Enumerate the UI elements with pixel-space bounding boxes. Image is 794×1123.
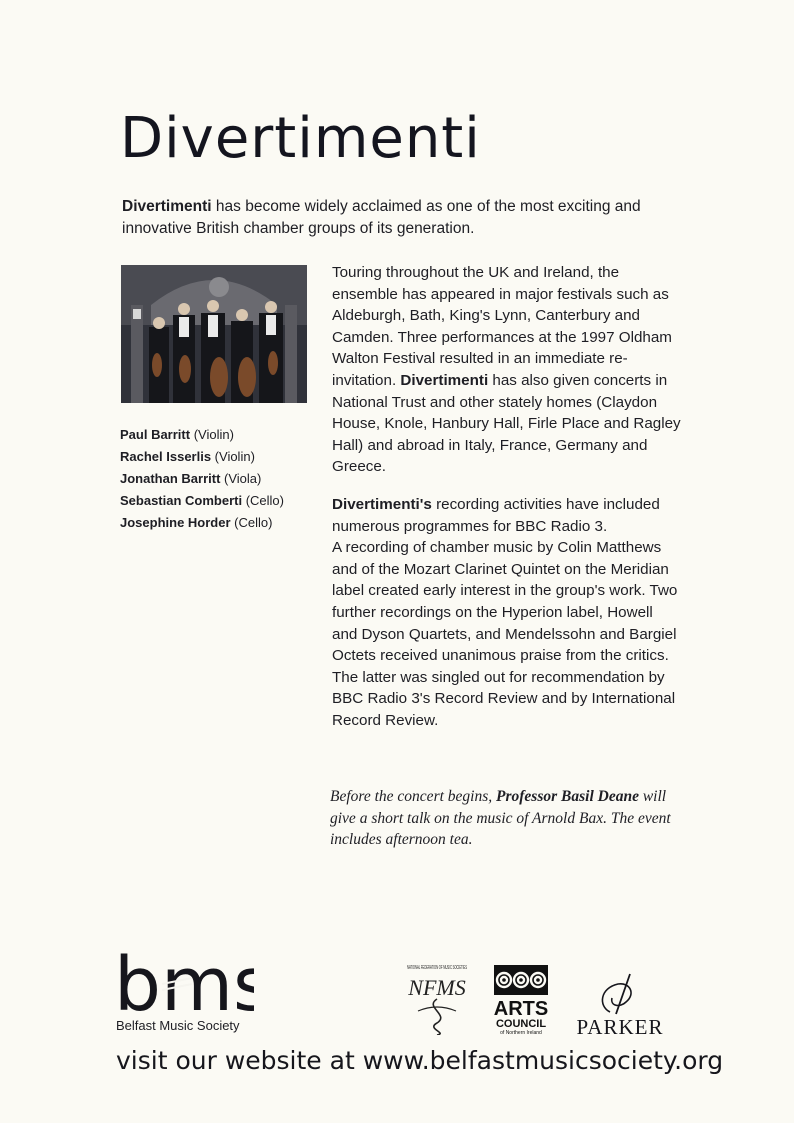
parker-logo: [570, 970, 670, 1040]
touring-ensemble-name: Divertimenti: [400, 371, 489, 389]
member-item: [120, 424, 320, 446]
nfms-logo-text: NFMS: [408, 975, 466, 1000]
member-name: Paul Barritt: [120, 427, 191, 442]
recording-text: recording activities have included numerous programmes for BBC Radio 3.: [332, 495, 660, 535]
member-instrument: (Viola): [220, 471, 262, 486]
member-name: Jonathan Barritt: [120, 471, 221, 486]
bms-logo-text: bms: [114, 944, 254, 1014]
member-instrument: (Violin): [211, 449, 255, 464]
northern-ireland-text: of Northern Ireland: [500, 1030, 542, 1035]
member-instrument: (Cello): [242, 493, 284, 508]
pre-concert-note: [330, 786, 690, 851]
ensemble-photo: [121, 265, 307, 403]
member-item: [120, 468, 320, 490]
arts-council-logo: [492, 965, 550, 1035]
member-instrument: (Violin): [190, 427, 234, 442]
speaker-name: Professor Basil Deane: [496, 788, 639, 805]
recording-paragraph: [332, 494, 682, 537]
recordings-detail-paragraph: A recording of chamber music by Colin Matthews and of the Mozart Clarinet Quintet on the Meridian label created early interest in the group's work. Two further recordings on the Hyperion label, Howell and Dyson Quartets, and Mendelssohn and Bargiel Octets received unanimous praise from the critics. The latter was singled out for recommendation by BBC Radio 3's Record Review and by International Record Review.: [332, 539, 678, 729]
member-item: [120, 490, 320, 512]
intro-paragraph: [122, 196, 682, 240]
page-title: Divertimenti: [120, 106, 481, 171]
nfms-top-text: NATIONAL FEDERATION OF MUSIC SOCIETIES: [407, 965, 468, 971]
member-item: [120, 446, 320, 468]
parker-text: PARKER: [576, 1015, 664, 1039]
member-name: Rachel Isserlis: [120, 449, 212, 464]
note-text: Before the concert begins,: [330, 788, 496, 805]
intro-text: has become widely acclaimed as one of the most exciting and innovative British chamber groups of its generation.: [122, 198, 641, 237]
bms-name: Belfast Music Society: [116, 1018, 240, 1033]
member-instrument: (Cello): [230, 515, 273, 530]
intro-ensemble-name: Divertimenti: [122, 198, 212, 215]
member-name: Sebastian Comberti: [120, 493, 243, 508]
member-name: Josephine Horder: [120, 515, 231, 530]
touring-text: Touring throughout the UK and Ireland, the ensemble has appeared in major festivals such as Aldeburgh, Bath, King's Lynn, Canterbury and Camden. Three performances at the 1997 Oldham Walton Festival resulted in an immediate re-invitation.: [332, 264, 672, 389]
recording-ensemble-name: Divertimenti's: [332, 495, 432, 513]
member-list: [120, 424, 320, 534]
body-text: [332, 262, 682, 731]
touring-text-cont: has also given concerts in National Trust and other stately homes (Claydon House, Knole, Hanbury Hall, Firle Place and Ragley Hall) and abroad in Italy, France, Germany and Greece.: [332, 371, 681, 476]
member-item: [120, 512, 320, 534]
council-text: COUNCIL: [495, 1018, 547, 1030]
nfms-logo: [404, 963, 470, 1035]
website-line: visit our website at www.belfastmusicsociety.org: [116, 1046, 724, 1075]
touring-paragraph: [332, 262, 682, 478]
arts-text: ARTS: [493, 998, 549, 1020]
bms-logo: [114, 944, 254, 1014]
note-text-cont: will give a short talk on the music of Arnold Bax. The event includes afternoon tea.: [330, 788, 671, 848]
